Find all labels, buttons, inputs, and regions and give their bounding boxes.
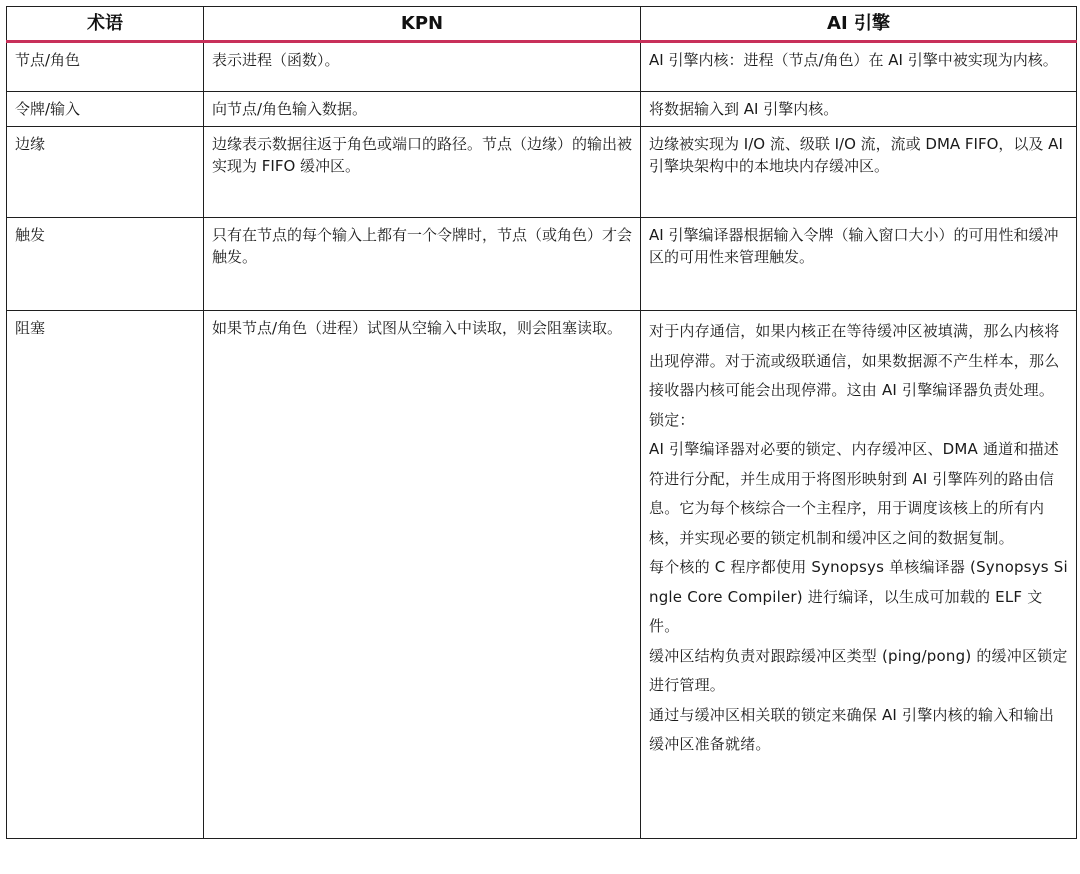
table-row — [7, 127, 1077, 218]
ai-engine-paragraph: 锁定： — [649, 410, 695, 429]
ai-engine-paragraph: AI 引擎编译器对必要的锁定、内存缓冲区、DMA 通道和描述符进行分配，并生成用于将图形映射到 AI 引擎阵列的路由信息。它为每个核综合一个主程序，用于调度该核上的所有内核，并实现必要的锁定机制和缓冲区之间的数据复制。 — [649, 440, 1059, 547]
ai-engine-cell — [641, 218, 1077, 311]
term-cell: 触发 — [7, 218, 204, 311]
table-header-row — [7, 7, 1077, 42]
term-cell: 令牌/输入 — [7, 92, 204, 127]
term-cell: 节点/角色 — [7, 42, 204, 92]
ai-engine-paragraph: AI 引擎内核：进程（节点/角色）在 AI 引擎中被实现为内核。 — [649, 51, 1058, 69]
kpn-cell: 边缘表示数据往返于角色或端口的路径。节点（边缘）的输出被实现为 FIFO 缓冲区。 — [204, 127, 641, 218]
ai-engine-paragraph: AI 引擎编译器根据输入令牌（输入窗口大小）的可用性和缓冲区的可用性来管理触发。 — [649, 226, 1059, 266]
table-row — [7, 42, 1077, 92]
header-kpn: KPN — [204, 7, 641, 42]
ai-engine-paragraph: 缓冲区结构负责对跟踪缓冲区类型 (ping/pong) 的缓冲区锁定进行管理。 — [649, 646, 1068, 694]
kpn-ai-engine-table — [6, 6, 1077, 839]
ai-engine-paragraph: 通过与缓冲区相关联的锁定来确保 AI 引擎内核的输入和输出缓冲区准备就绪。 — [649, 705, 1055, 753]
kpn-cell: 向节点/角色输入数据。 — [204, 92, 641, 127]
ai-engine-paragraph: 将数据输入到 AI 引擎内核。 — [649, 100, 839, 118]
table-row — [7, 311, 1077, 839]
table-row — [7, 92, 1077, 127]
ai-engine-cell — [641, 311, 1077, 839]
ai-engine-cell — [641, 127, 1077, 218]
ai-engine-cell — [641, 42, 1077, 92]
ai-engine-paragraph: 对于内存通信，如果内核正在等待缓冲区被填满，那么内核将出现停滞。对于流或级联通信，如果数据源不产生样本，那么接收器内核可能会出现停滞。这由 AI 引擎编译器负责处理。 — [649, 322, 1060, 399]
kpn-cell: 只有在节点的每个输入上都有一个令牌时，节点（或角色）才会触发。 — [204, 218, 641, 311]
header-ai-engine: AI 引擎 — [641, 7, 1077, 42]
ai-engine-cell — [641, 92, 1077, 127]
kpn-comparison-sheet — [6, 6, 1076, 868]
ai-engine-paragraph: 边缘被实现为 I/O 流、级联 I/O 流，流或 DMA FIFO，以及 AI 引擎块架构中的本地块内存缓冲区。 — [649, 135, 1063, 175]
header-term: 术语 — [7, 7, 204, 42]
term-cell: 阻塞 — [7, 311, 204, 839]
term-cell: 边缘 — [7, 127, 204, 218]
kpn-cell: 如果节点/角色（进程）试图从空输入中读取，则会阻塞读取。 — [204, 311, 641, 839]
ai-engine-paragraph: 每个核的 C 程序都使用 Synopsys 单核编译器 (Synopsys Single Core Compiler) 进行编译，以生成可加载的 ELF 文件。 — [649, 558, 1068, 635]
table-row — [7, 218, 1077, 311]
kpn-cell: 表示进程（函数）。 — [204, 42, 641, 92]
